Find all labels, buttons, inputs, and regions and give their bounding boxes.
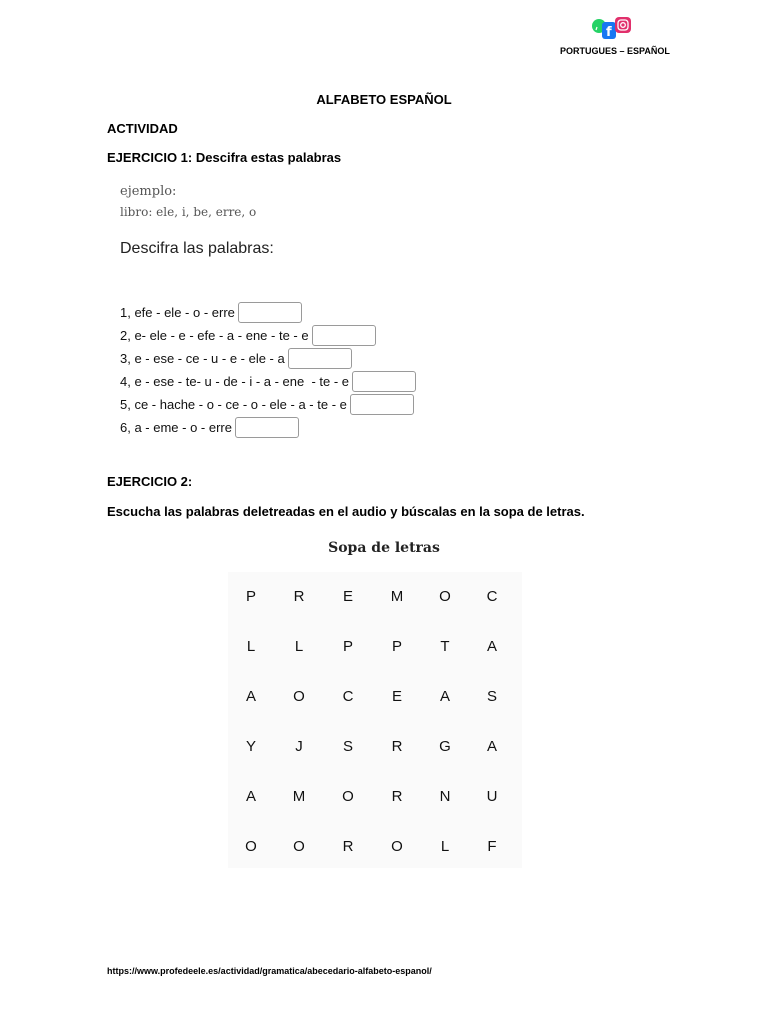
grid-cell: R — [342, 838, 354, 855]
word-item-text: 2, e- ele - e - efe - a - ene - te - e — [120, 328, 309, 343]
exercise-1-heading — [107, 150, 341, 165]
word-search-grid — [228, 572, 522, 868]
grid-cell: L — [246, 638, 256, 655]
grid-cell: E — [391, 688, 402, 705]
brand-label: PORTUGUES – ESPAÑOL — [560, 46, 670, 56]
word-item-text: 3, e - ese - ce - u - e - ele - a — [120, 351, 285, 366]
grid-cell: T — [440, 638, 450, 655]
grid-cell: F — [487, 838, 497, 855]
exercise-2-heading: EJERCICIO 2: — [107, 474, 193, 489]
grid-cell: R — [391, 788, 403, 805]
answer-input[interactable] — [352, 371, 416, 392]
grid-cell: N — [439, 788, 451, 805]
svg-text:f: f — [606, 25, 612, 40]
answer-input[interactable] — [312, 325, 376, 346]
grid-cell: R — [391, 738, 403, 755]
page-title: ALFABETO ESPAÑOL — [316, 92, 452, 107]
grid-cell: O — [391, 838, 403, 855]
word-item-text: 4, e - ese - te- u - de - i - a - ene - te - e — [120, 374, 350, 389]
exercise-1-title: EJERCICIO 1: — [107, 150, 193, 165]
word-item-3 — [120, 348, 352, 369]
grid-cell: G — [439, 738, 451, 755]
answer-input[interactable] — [238, 302, 302, 323]
grid-cell: R — [293, 588, 305, 605]
descifra-heading: Descifra las palabras: — [120, 240, 274, 257]
grid-cell: L — [440, 838, 450, 855]
grid-cell: A — [486, 738, 497, 755]
grid-cell: S — [342, 738, 353, 755]
answer-input[interactable] — [288, 348, 352, 369]
footer-url: https://www.profedeele.es/actividad/gramatica/abecedario-alfabeto-espanol/ — [107, 966, 432, 976]
word-item-text: 5, ce - hache - o - ce - o - ele - a - te - e — [120, 397, 347, 412]
grid-cell: C — [486, 588, 498, 605]
grid-cell: M — [390, 588, 404, 605]
word-item-4 — [120, 371, 416, 392]
grid-cell: C — [342, 688, 354, 705]
grid-cell: U — [486, 788, 498, 805]
grid-cell: A — [245, 688, 256, 705]
word-item-5 — [120, 394, 414, 415]
grid-cell: P — [245, 588, 256, 605]
exercise-1-subtitle: Descifra estas palabras — [195, 150, 342, 165]
word-item-2 — [120, 325, 376, 346]
grid-cell: O — [245, 838, 257, 855]
example-text: libro: ele, i, be, erre, o — [120, 205, 257, 219]
word-item-text: 1, efe - ele - o - erre — [120, 305, 235, 320]
grid-cell: M — [292, 788, 306, 805]
grid-cell: O — [439, 588, 451, 605]
exercise-2-instruction: Escucha las palabras deletreadas en el audio y búscalas en la sopa de letras. — [107, 504, 585, 519]
grid-cell: A — [245, 788, 256, 805]
answer-input[interactable] — [350, 394, 414, 415]
grid-cell: O — [293, 688, 305, 705]
grid-cell: Y — [245, 738, 256, 755]
example-label: ejemplo: — [120, 184, 177, 199]
word-item-6 — [120, 417, 299, 438]
grid-cell: S — [486, 688, 497, 705]
answer-input[interactable] — [235, 417, 299, 438]
grid-cell: P — [342, 638, 353, 655]
word-search-title: Sopa de letras — [328, 540, 440, 556]
grid-cell: J — [295, 738, 303, 755]
word-item-1 — [120, 302, 302, 323]
grid-cell: O — [293, 838, 305, 855]
grid-cell: P — [391, 638, 402, 655]
grid-cell: A — [439, 688, 450, 705]
grid-cell: E — [342, 588, 353, 605]
activity-heading: ACTIVIDAD — [107, 121, 178, 136]
grid-cell: L — [294, 638, 304, 655]
grid-cell: A — [486, 638, 497, 655]
word-item-text: 6, a - eme - o - erre — [120, 420, 232, 435]
social-logo — [588, 14, 636, 42]
grid-cell: O — [342, 788, 354, 805]
